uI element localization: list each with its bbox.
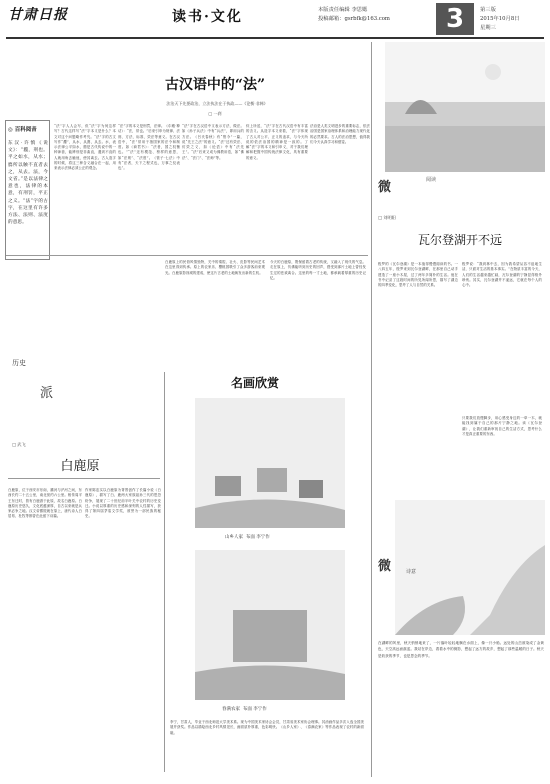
painting-1-caption (225, 534, 270, 540)
essay-title: 瓦尔登湖开不远 (417, 233, 502, 247)
painting-2-info: 布面 李宁作 (242, 707, 267, 712)
lead-byline: □ 一刹 (208, 111, 222, 116)
header-rule (6, 37, 544, 39)
lead-title: 古汉语中的“法” (164, 77, 266, 93)
box-title-text: 百科阅音 (14, 127, 37, 133)
painting-2-art (195, 550, 345, 700)
history-col2: 作家陈忠实以白鹿原为背景创作了长篇小说《白鹿原》，描写了白、鹿两大家族祖孙三代的恩怨纷争，展现了二十世纪前半叶关中农村的历史变迁。小说以厚重的历史感和深刻的人性描写，获得了第四届茅盾文学奖，被誉为一部民族的秘史。 (85, 488, 161, 519)
lead-col1: “法”字人人会写，但“法”字为何这样写？古代这样写“法”字本义是什么？本文对这个问题略作考究。“法”字的古文写作“灋”，从水，从廌，从去。水，表示法律公平如水，廌是古代传说中的一种神兽，能辨别是非曲直，遇到不直的人就用角去触他，使其离去。古人造字的时候，将这三种含义融合在一起，用来表示法律必须公正的观念。 (54, 124, 116, 171)
newspaper-logo: 甘肃日报 (8, 7, 68, 23)
lead-col5: 法治是人类文明进步的重要标志，依法治国是国家治理体系和治理能力现代化的必然要求。古人的法治思想，值得我们今天认真学习和借鉴。 (310, 124, 370, 144)
essay-col3: 只要我们放慢脚步，用心感受身边的一草一木，就能找到属于自己的那片宁静之地。读《瓦尔登湖》，让我们重新审视自己的生活方式，思考什么才是真正重要的东西。 (462, 416, 542, 436)
box-title: ◎ 百科阅音 (8, 127, 37, 133)
gallery-title: 名画欣赏 (230, 376, 279, 390)
column-divider (371, 42, 372, 777)
history-col1: 白鹿原，位于西安市东南，灞河与浐河之间，东西长约二十五公里，南北宽约六公里。相传周平王东迁时，曾有白鹿游于此原，故名白鹿原。白鹿原历史悠久，文化底蕴深厚，自古以来就是兵家必争之地。汉文帝霸陵就在原上，唐代诗人白居易、杜牧等都曾在此留下诗篇。 (8, 488, 82, 519)
date-block (480, 6, 519, 33)
painting-1 (195, 398, 345, 528)
essay-col2: 梭罗说：“我到林中去，因为我希望从容不迫地生活，只面对生活的基本事实。”在物质丰富的今天，人们的生活越来越忙碌，瓦尔登湖的宁静显得格外珍贵。其实，瓦尔登湖并不遥远，它就在每个人的心中。 (462, 262, 542, 288)
painting-2 (195, 550, 345, 700)
autumn-illustration (395, 500, 545, 635)
poem-tag2: 诗意 (406, 569, 417, 575)
gallery-divider (164, 372, 165, 772)
essay-tag: 微 (378, 180, 392, 195)
painting-1-info: 布面 李宁作 (245, 535, 270, 540)
history-rule (8, 478, 160, 479)
lead-col2: “法”字的本义是刑罚，法律。《尔雅·释诂》：“法，常也。”后来引申为规律、法则、方法、标准、效法等意义。在古汉语中，“法”常用于指国家的法令和制度。如《商君书》：“法者，国之权衡也。”“法”还有模范、榜样的意思，如“法则”、“法度”。《管子·七法》中有“法者，天下之程式也，万事之仪表也”。 (118, 124, 180, 171)
lead-col4: 综上所述，“法”字在古代汉语中有丰富的含义。从造字本义来看，“法”字体现了古人对公平、正义的追求，与今天所说的依法治国的精神是一致的。了解“法”字的本义和引申义，对于我们理解和把握中国传统法律文化，具有重要的意义。 (246, 124, 308, 160)
essay-photo (385, 42, 545, 172)
painting-1-title: 山乡人家 (225, 535, 243, 540)
essay-tag2: 阅读 (426, 177, 437, 183)
painting-1-art (195, 398, 345, 528)
lead-subtitle: 法治天下先要政治，立法执法在于执政——《论衡·非韩》 (166, 101, 268, 106)
essay-byline: □ 刘明阳 (378, 215, 396, 220)
lead-col3: “法”字在古汉语中又表示方法、做法。如《孙子兵法》中有“兵法”，即用兵的方法。《吕氏春秋》有“察今”一篇，说“先王之法”的意义。“法”还有效法、仿效之义，如《论语》中有“法先王”。“法”后来又成为佛教用语，如“佛法”、“法门”、“法师”等。 (182, 124, 244, 160)
editor-info (318, 6, 390, 24)
lead-bottom-rule (6, 255, 368, 256)
page-number-badge: 3 (436, 3, 474, 35)
gallery-text: 李宁，甘肃人，毕业于西北师范大学美术系。现为中国美术家协会会员，甘肃省美术家协会理事。其油画作品多次入选全国美展并获奖。作品以描绘西北乡村风情见长，画面质朴厚重，色彩明快。《山乡人家》、《春满农家》等作品表现了农村的新面貌。 (170, 720, 364, 735)
painting-2-title: 春满农家 (222, 707, 240, 712)
history-col4: 今天的白鹿原，既保留着古老的传统，又融入了现代的气息。走在原上，仿佛能听到历史的回声，感受到那片土地上曾经发生过的悲欢离合。这里的每一寸土地，都承载着厚重的历史记忆。 (270, 260, 366, 280)
edition-label: 第三版 (480, 7, 496, 13)
editor-line: 本版责任编辑 李思嫕 (318, 7, 368, 13)
history-tag2: 派 (40, 386, 54, 401)
poem-text: 在湖畔的风里，秋天悄悄地来了，一片落叶轻轻地飘在水面上，像一只小船。远处的山峦被染成了金黄色，天空高远而湛蓝。我站在岸边，看着水中的倒影，想起了远方的故乡，想起了那些温暖的日子。秋天是收获的季节，也是思念的季节。 (378, 641, 544, 658)
email-line: 投稿邮箱：gsrbfk@163.com (318, 16, 390, 22)
poem-photo (395, 500, 545, 635)
weekday-label: 星期三 (480, 25, 496, 31)
lake-illustration (385, 42, 545, 172)
history-col3: 白鹿原上的民俗风情独特，关中的秦腔、社火、皮影等民间艺术在这里得到传承。原上的农家乐、樱桃园吸引了众多游客前来观光。白鹿原影视城的建成，使这片古老的土地焕发出新的生机。 (165, 260, 265, 275)
date-label: 2015年10月8日 (480, 16, 520, 22)
poem-tag: 微 (378, 559, 392, 574)
history-tag: 历史 (12, 359, 26, 367)
history-title: 白鹿原 (60, 459, 100, 474)
section-title: 读书·文化 (172, 9, 243, 25)
box-text: 东汉·许慎《说文》：“灋，刑也。平之如水，从水；廌所以触不直者去之，从去。法，今文省。”是以法律之意也，法律的本意，有刑罚，平正之义。“法”字的古字，在这里有许多方法、法则、法度的意思。 (8, 141, 48, 226)
history-byline: □ 武飞 (12, 442, 26, 447)
essay-col1: 梭罗的《瓦尔登湖》是一本值得慢慢阅读的书。一八四五年，梭罗来到瓦尔登湖畔，在那里自己动手建造了一座小木屋，过了两年多简朴的生活。他在书中记录了这段时间的所见所闻所思，描写了湖边的四季变化，思考了人与自然的关系。 (378, 262, 458, 288)
painting-2-caption (222, 706, 267, 712)
